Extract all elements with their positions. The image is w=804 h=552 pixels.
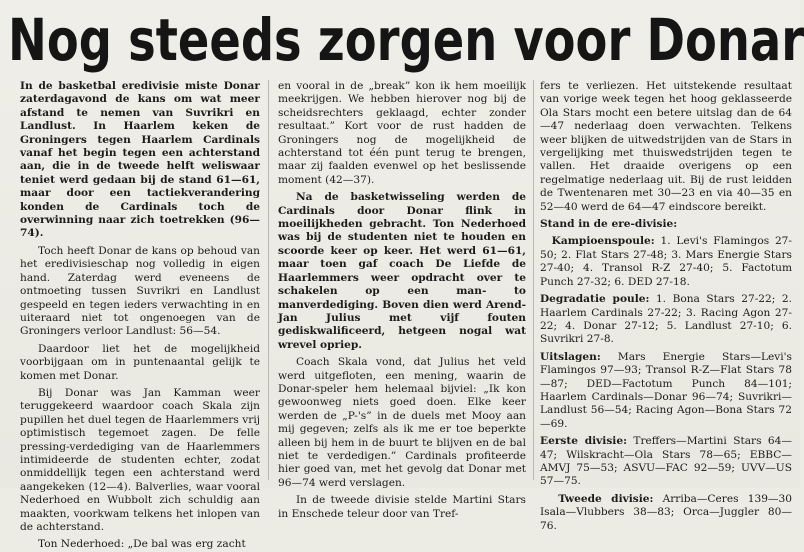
results-eredivisie: [540, 351, 792, 431]
article-column-1: [20, 80, 260, 551]
article-column-3: [540, 80, 793, 532]
standings-heading: Stand in de ere-divisie:: [540, 218, 678, 231]
paragraph: en vooral in de „break” kon ik hem moeilijk meekrijgen. We hebben hierover nog bij de scheidsrechters geklaagd, echter zonder resultaat.” Kort voor de rust hadden de Groningers nog de mogelijkheid de achterstand tot één punt terug te brengen, maar zij faalden evenwel op het beslissende moment (42—37).: [278, 80, 526, 186]
paragraph-bold: Na de basketwisseling werden de Cardinals door Donar flink in moeilijkheden gebracht. Ton Nederhoed was bij de studenten niet te houden en scoorde keer op keer. Het werd 61—61, maar toen gaf coach De Liefde de Haarlemmers weer opdracht over te schakelen op een man- to manverdediging. Boven dien werd Arend-Jan Julius met vijf fouten gediskwalificeerd, hetgeen nogal wat wrevel opriep.: [278, 191, 526, 351]
paragraph: Coach Skala vond, dat Julius het veld werd uitgefloten, een mening, waarin de Donar-speler hem helemaal bijviel: „Ik kon gewoonweg niets goed doen. Elke keer werden de „P-'s” in de duels met Mooy aan mij gegeven; zelfs als ik me er toe beperkte alleen bij hem in de buurt te blijven en de bal niet te verdedigen.” Cardinals profiteerde hier goed van, met het gevolg dat Donar met 96—74 werd verslagen.: [278, 356, 526, 489]
standings-degradatiepoule: [540, 293, 792, 347]
section-text: Mars Energie Stars—Levi's Flamingos 97—93; Transol R-Z—Flat Stars 78—87; DED—Factotum Punch 84—101; Haarlem Cardinals—Donar 96—74; Suvrikri—Landlust 56—54; Racing Agon—Bona Stars 72—69.: [540, 350, 792, 430]
article-lead: In de basketbal eredivisie miste Donar zaterdagavond de kans om wat meer afstand te nemen van Suvrikri en Landlust. In Haarlem keken de Groningers tegen Haarlem Cardinals vanaf het begin tegen een achterstand aan, die in de tweede helft weliswaar teniet werd gedaan bij de stand 61—61, maar door een tactiekverandering konden de Cardinals toch de overwinning naar zich toetrekken (96—74).: [20, 80, 260, 240]
paragraph: Bij Donar was Jan Kamman weer teruggekeerd waardoor coach Skala zijn pupillen het duel tegen de Haarlemmers vrij optimistisch tegemoet zagen. De felle pressing-verdediging van de Haarlemmers intimideerde de studenten echter, zodat onmiddellijk tegen een achterstand werd aangekeken (12—4). Balverlies, waar vooral Nederhoed en Wubbolt zich schuldig aan maakten, voorkwam telkens het inlopen van de achterstand.: [20, 386, 260, 533]
standings-kampioenspoule: [540, 235, 792, 289]
column-divider: [268, 80, 269, 480]
results-tweede-divisie: [540, 493, 792, 533]
section-label: Kampioenspoule:: [551, 235, 655, 248]
article-column-2: [278, 80, 526, 520]
paragraph: fers te verliezen. Het uitstekende resultaat van vorige week tegen het hoog geklasseerde Ola Stars mocht een betere uitslag dan de 64—47 nederlaag doen verwachten. Telkens weer blijken de uitwedstrijden van de Stars in vergelijking met thuiswedstrijden tegen te vallen. Het draaide overigens op een regelmatige nederlaag uit. Bij de rust leidden de Twentenaren met 30—23 en via 40—35 en 52—40 werd de 64—47 eindscore bereikt.: [540, 80, 792, 213]
section-label: Tweede divisie:: [558, 492, 654, 505]
section-label: Eerste divisie:: [540, 435, 627, 448]
paragraph: Ton Nederhoed: „De bal was erg zacht: [38, 538, 246, 551]
paragraph: In de tweede divisie stelde Martini Stars in Enschede teleur door van Tref-: [278, 494, 526, 520]
headline: Nog steeds zorgen voor Donar: [8, 6, 804, 74]
section-text: Arriba—Ceres 139—30 Isala—Vlubbers 38—83; Orca—Juggler 80—76.: [540, 492, 793, 532]
section-label: Uitslagen:: [540, 350, 601, 363]
section-text: 1. Bona Stars 27-22; 2. Haarlem Cardinals 27-22; 3. Racing Agon 27-22; 4. Donar 27-12; 5. Landlust 27-10; 6. Suvrikri 27-8.: [540, 293, 792, 346]
paragraph: Toch heeft Donar de kans op behoud van het eredivisieschap nog volledig in eigen hand. Zaterdag werd eveneens de ontmoeting tussen Suvrikri en Landlust gespeeld en tegen ieders verwachting in en uiteraard niet tot ongenoegen van de Groningers verloor Landlust: 56—54.: [20, 244, 260, 338]
column-divider: [533, 80, 534, 480]
section-text: 1. Levi's Flamingos 27-50; 2. Flat Stars 27-48; 3. Mars Energie Stars 27-40; 4. Transol R-Z 27-40; 5. Factotum Punch 27-32; 6. DED 27-18.: [540, 235, 792, 288]
results-eerste-divisie: [540, 435, 792, 489]
section-label: Degradatie poule:: [540, 293, 650, 306]
section-text: Treffers—Martini Stars 64—47; Wilskracht—Ola Stars 78—65; EBBC—AMVJ 75—53; ASVU—FAC 92—59; UVV—US 57—75.: [540, 435, 793, 488]
paragraph: Daardoor liet het de mogelijkheid voorbijgaan om in puntenaantal gelijk te komen met Donar.: [20, 342, 260, 382]
